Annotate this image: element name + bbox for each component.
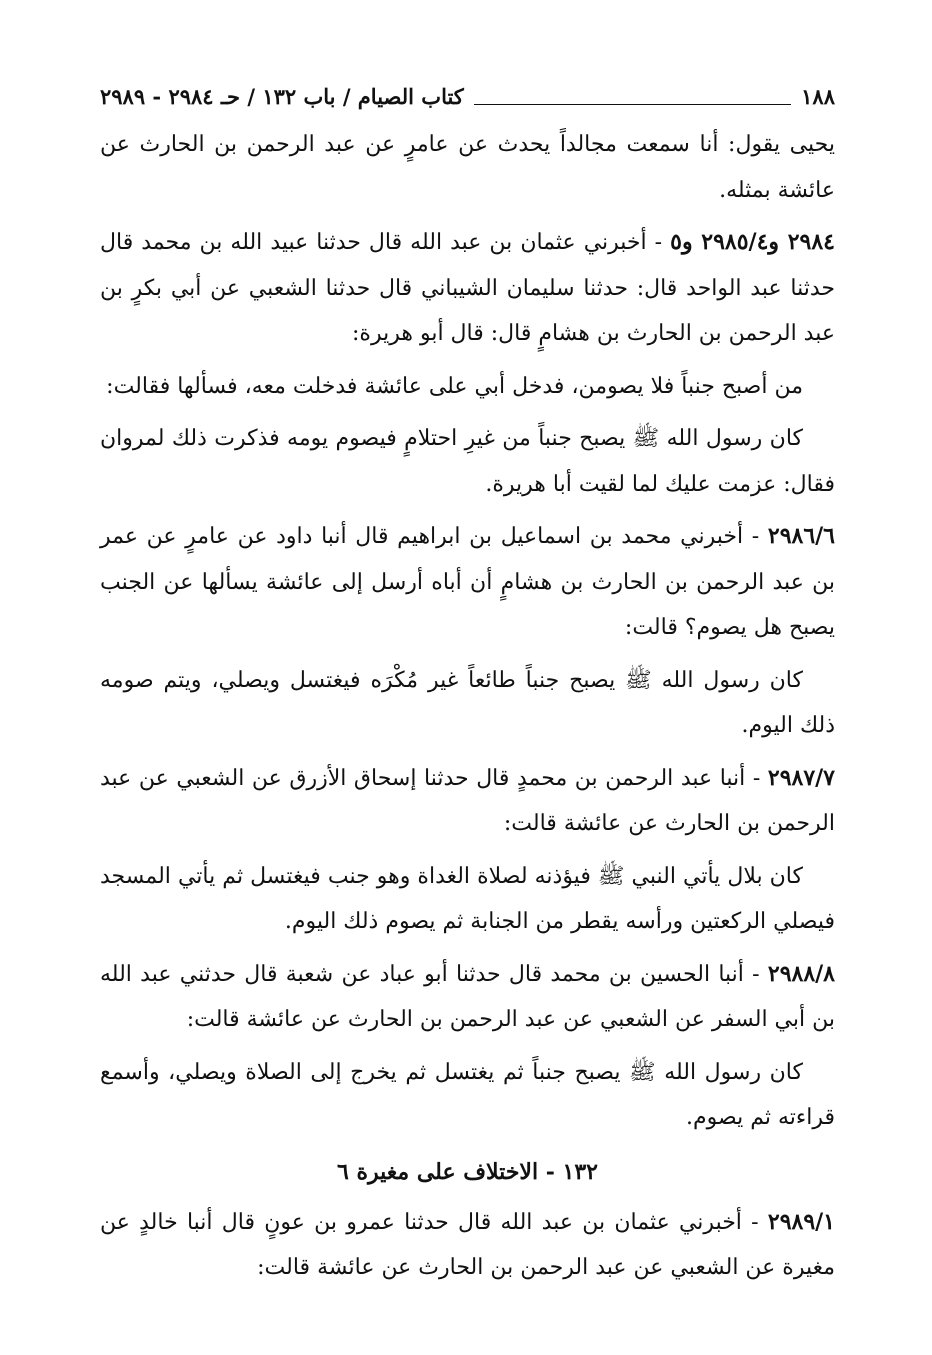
hadith-2989 bbox=[100, 1200, 835, 1291]
running-header bbox=[100, 80, 835, 114]
hadith-matn-text: من أصبح جنباً فلا يصومن، فدخل أبي على عائشة فدخلت معه، فسألها فقالت: bbox=[106, 373, 803, 399]
hadith-chain-text: - أنبا الحسين بن محمد قال حدثنا أبو عباد عن شعبة قال حدثني عبد الله بن أبي السفر عن الشعبي عن عبد الرحمن بن الحارث عن عائشة قالت: bbox=[100, 961, 835, 1032]
hadith-2984-2985 bbox=[100, 220, 835, 357]
page-number: ١٨٨ bbox=[801, 84, 835, 109]
hadith-chain-text: - أخبرني عثمان بن عبد الله قال حدثنا عبيد الله بن محمد قال حدثنا عبد الواحد قال: حدثنا سليمان الشيباني قال حدثنا الشعبي عن أبي بكرٍ بن عبد الرحمن بن الحارث بن هشامٍ قال: قال أبو هريرة: bbox=[100, 230, 835, 346]
hadith-chain-text: - أخبرني عثمان بن عبد الله قال حدثنا عمرو بن عونٍ قال أنبا خالدٍ عن مغيرة عن الشعبي عن عبد الرحمن بن الحارث عن عائشة قالت: bbox=[100, 1209, 835, 1280]
paragraph-text: يحيى يقول: أنا سمعت مجالداً يحدث عن عامرٍ عن عبد الرحمن بن الحارث عن عائشة بمثله. bbox=[100, 132, 835, 203]
hadith-number: ٢٩٨٤ و٢٩٨٥/٤ و٥ bbox=[670, 229, 835, 255]
hadith-number: ٢٩٨٧/٧ bbox=[767, 764, 835, 791]
hadith-matn bbox=[100, 1050, 835, 1141]
section-heading: ١٣٢ - الاختلاف على مغيرة ٦ bbox=[337, 1158, 598, 1185]
hadith-matn bbox=[100, 364, 835, 410]
hadith-number: ٢٩٨٩/١ bbox=[767, 1208, 835, 1235]
hadith-2986 bbox=[100, 514, 835, 651]
hadith-chain-text: - أنبا عبد الرحمن بن محمدٍ قال حدثنا إسحاق الأزرق عن الشعبي عن عبد الرحمن بن الحارث عن عائشة قالت: bbox=[100, 765, 835, 836]
header-title: كتاب الصيام / باب ١٣٢ / حـ ٢٩٨٤ - ٢٩٨٩ bbox=[100, 84, 464, 109]
book-page bbox=[100, 80, 835, 1298]
hadith-matn-text: كان رسول الله ﷺ يصبح جنباً من غيرِ احتلامٍ فيصوم يومه فذكرت ذلك لمروان فقال: عزمت عليك لما لقيت أبا هريرة. bbox=[100, 426, 835, 497]
hadith-number: ٢٩٨٦/٦ bbox=[767, 523, 835, 549]
hadith-matn-text: كان بلال يأتي النبي ﷺ فيؤذنه لصلاة الغداة وهو جنب فيغتسل ثم يأتي المسجد فيصلي الركعتين ورأسه يقطر من الجنابة ثم يصوم ذلك اليوم. bbox=[100, 863, 835, 934]
hadith-matn bbox=[100, 416, 835, 507]
hadith-matn bbox=[100, 658, 835, 749]
paragraph-continuation bbox=[100, 122, 835, 213]
hadith-chain-text: - أخبرني محمد بن اسماعيل بن ابراهيم قال أنبا داود عن عامرٍ عن عمر بن عبد الرحمن بن الحارث بن هشامٍ أن أباه أرسل إلى عائشة يسألها عن الجنب يصبح هل يصوم؟ قالت: bbox=[100, 524, 835, 640]
hadith-2987 bbox=[100, 756, 835, 847]
hadith-number: ٢٩٨٨/٨ bbox=[767, 960, 835, 987]
text-block bbox=[100, 122, 835, 1291]
header-rule bbox=[474, 104, 791, 105]
hadith-matn bbox=[100, 854, 835, 945]
hadith-matn-text: كان رسول الله ﷺ يصبح جنباً ثم يغتسل ثم يخرج إلى الصلاة ويصلي، وأسمع قراءته ثم يصوم. bbox=[100, 1059, 835, 1130]
hadith-2988 bbox=[100, 952, 835, 1043]
hadith-matn-text: كان رسول الله ﷺ يصبح جنباً طائعاً غير مُكْرَه فيغتسل ويصلي، ويتم صومه ذلك اليوم. bbox=[100, 667, 835, 738]
